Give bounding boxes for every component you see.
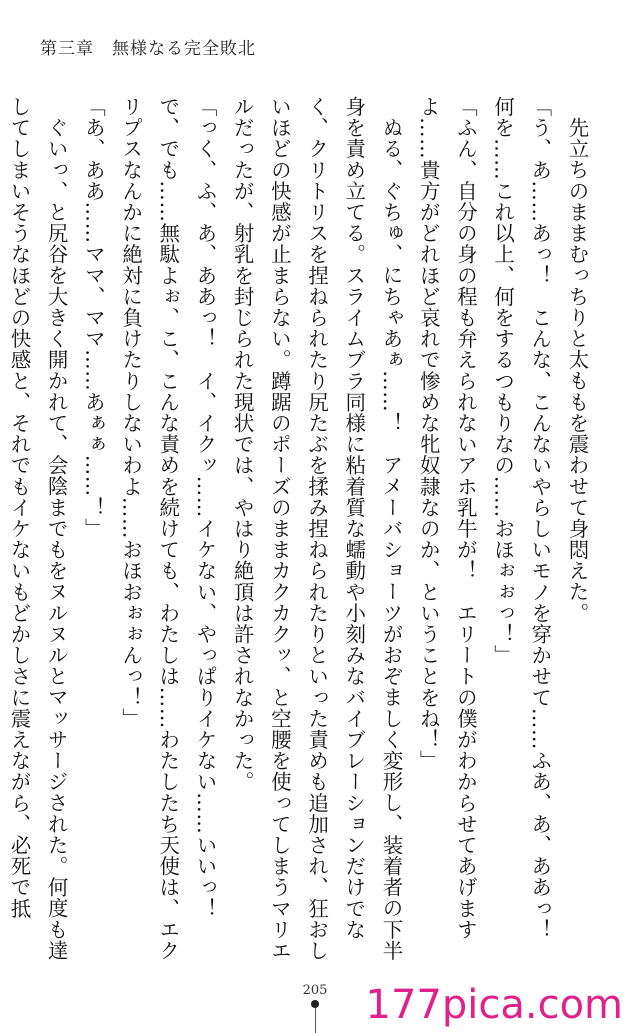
paragraph: 先立ちのままむっちりと太ももを震わせて身悶えた。	[565, 116, 589, 623]
dialogue-paragraph: 「あ、ああ……ママ、ママ……あぁぁ……！」	[81, 96, 106, 540]
running-head: 第三章 無様なる完全敗北	[40, 39, 256, 59]
dialogue-paragraph: 「っく、ふ、あ、ああっ！ イ、イクッ……イケない、やっぱりイケない……いいっ！ で、でも……無駄よぉ、こ、こんな責めを続けても、わたしは……わたしたち天使は、エクリプスなんかに絶対に負けたりしないわよ……おほおぉぉんっ！」	[118, 96, 217, 962]
page-marker-line	[315, 1008, 316, 1033]
dialogue-paragraph: 「ふん、自分の身の程も弁えられないアホ乳牛が！ エリートの僕がわからせてあげますよ……貴方がどれほど哀れで惨めな牝奴隷なのか、ということをね！」	[416, 96, 478, 940]
paragraph: ぐいっ、と尻谷を大きく開かれて、会陰までもをヌルヌルとマッサージされた。何度も達してしまいそうなほどの快感と、それでもイケないもどかしさに震えながら、必死で抵	[6, 96, 69, 961]
dialogue-paragraph: 「う、あ……あっ！ こんな、こんないやらしいモノを穿かせて……ふあ、あ、ああっ！ 何を……これ以上、何をするつもりなの……おほぉぉっ！」	[490, 96, 552, 962]
body-text	[6, 96, 595, 976]
page-number: 205	[302, 983, 328, 998]
paragraph: ぬる、ぐちゅ、にちゃあぁ……！ アメーバショーツがおぞましく変形し、装着者の下半身を責め立てる。スライムブラ同様に粘着質な蠕動や小刻みなバイブレーションだけでなく、クリトリスを捏ねられたり尻たぶを揉み捏ねられたりといった責めも追加され、狂おしいほどの快感が止まらない。蹲踞のポーズのままカクカクッ、と空腰を使ってしまうマリエルだったが、射乳を封じられた現状では、やはり絶頂は許されなかった。	[230, 96, 403, 962]
page-marker-dot	[311, 1000, 319, 1008]
watermark: 177pica.com	[365, 982, 623, 1028]
